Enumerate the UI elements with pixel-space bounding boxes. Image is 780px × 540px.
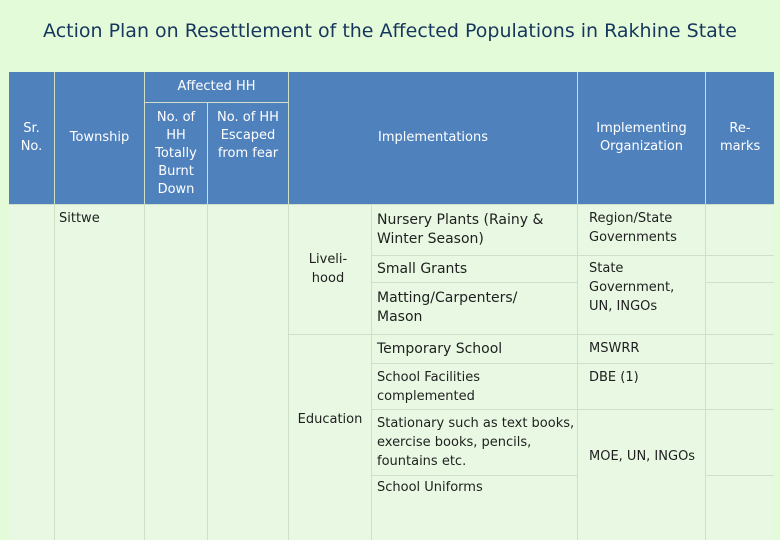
org-dbe: DBE (1)	[589, 370, 639, 385]
org-region-state: Region/State Governments	[589, 211, 677, 245]
cell-org-stationary	[578, 410, 705, 540]
slide-title: Action Plan on Resettlement of the Affected Populations in Rakhine State	[43, 20, 737, 42]
org-state-un-ingos: State Government, UN, INGOs	[589, 261, 675, 314]
cell-burnt-count	[145, 205, 207, 540]
cell-remarks-4	[706, 335, 774, 363]
item-stationary: Stationary such as text books, exercise books, pencils, fountains etc.	[377, 416, 575, 469]
item-nursery-plants: Nursery Plants (Rainy & Winter Season)	[377, 212, 544, 247]
cell-escaped-count	[208, 205, 288, 540]
header-sr-no: Sr. No.	[9, 72, 54, 204]
header-organization: Implementing Organization	[578, 72, 705, 204]
cell-remarks-3	[706, 283, 774, 334]
header-escaped: No. of HH Escaped from fear	[208, 103, 288, 204]
header-remarks: Re- marks	[706, 72, 774, 204]
cell-remarks-2	[706, 256, 774, 282]
org-moe-un-ingos: MOE, UN, INGOs	[589, 449, 696, 464]
header-affected-hh: Affected HH	[145, 72, 288, 102]
cell-remarks-1	[706, 205, 774, 255]
org-mswrr: MSWRR	[589, 341, 640, 356]
item-matting: Matting/Carpenters/ Mason	[377, 290, 518, 325]
cell-remarks-6	[706, 410, 774, 475]
cell-sr-no	[9, 205, 54, 540]
cell-remarks-5	[706, 364, 774, 409]
category-education: Education	[297, 412, 363, 427]
item-school-facilities: School Facilities complemented	[377, 370, 481, 404]
header-township: Township	[55, 72, 144, 204]
header-implementations: Implementations	[289, 72, 577, 204]
cell-township	[55, 205, 144, 540]
cell-education	[289, 335, 371, 540]
item-small-grants: Small Grants	[377, 261, 468, 277]
item-temporary-school: Temporary School	[377, 341, 503, 357]
item-school-uniforms: School Uniforms	[377, 480, 483, 495]
cell-remarks-7	[706, 476, 774, 540]
resettlement-table	[9, 72, 774, 540]
header-totally-burnt: No. of HH Totally Burnt Down	[145, 103, 207, 204]
category-livelihood: Liveli- hood	[308, 252, 348, 286]
township-name: Sittwe	[59, 211, 100, 226]
